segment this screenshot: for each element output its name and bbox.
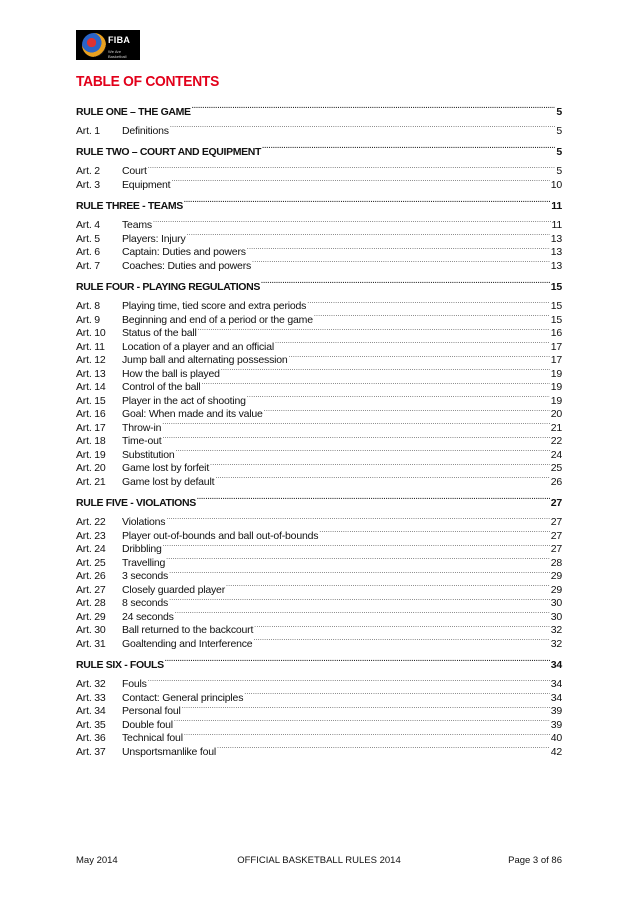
basketball-icon	[82, 33, 106, 57]
toc-entry-label: Violations	[122, 516, 166, 528]
toc-article-entry[interactable]	[76, 309, 562, 326]
logo-text: FIBA	[108, 35, 131, 45]
toc-page-number: 26	[550, 475, 562, 488]
toc-article-entry[interactable]	[76, 593, 562, 607]
toc-entry-label: Game lost by forfeit	[122, 462, 210, 474]
toc-page-number: 5	[556, 105, 562, 118]
toc-page-number: 5	[556, 165, 562, 177]
toc-article-number: Art. 3	[76, 178, 100, 191]
toc-article-number: Art. 27	[76, 583, 106, 596]
toc-article-entry[interactable]	[76, 566, 562, 580]
dot-leader	[262, 142, 555, 156]
toc-page-number: 11	[551, 219, 562, 231]
toc-page-number: 24	[550, 448, 562, 461]
toc-article-number: Art. 24	[76, 543, 106, 555]
dot-leader	[221, 363, 550, 377]
toc-rule-entry[interactable]	[76, 142, 562, 156]
toc-entry-label: Technical foul	[122, 732, 183, 744]
toc-page-number: 42	[550, 745, 562, 758]
dot-leader	[202, 377, 550, 391]
toc-article-entry[interactable]	[76, 417, 562, 434]
toc-page-number: 21	[550, 421, 562, 434]
dot-leader	[197, 493, 550, 507]
toc-article-entry[interactable]	[76, 174, 562, 191]
toc-article-number: Art. 12	[76, 354, 106, 366]
toc-article-number: Art. 28	[76, 597, 106, 609]
dot-leader	[163, 539, 550, 553]
toc-article-number: Art. 26	[76, 570, 106, 582]
toc-article-number: Art. 16	[76, 408, 106, 420]
toc-article-entry[interactable]	[76, 336, 562, 353]
dot-leader	[165, 655, 550, 669]
dot-leader	[210, 458, 550, 472]
dot-leader	[226, 579, 550, 593]
toc-page-number: 29	[550, 570, 562, 582]
toc-entry-label: Players: Injury	[122, 232, 186, 245]
toc-rule-entry[interactable]	[76, 277, 562, 291]
dot-leader	[198, 323, 550, 337]
toc-entry-label: Throw-in	[122, 421, 162, 434]
toc-entry-label: RULE FIVE - VIOLATIONS	[76, 497, 196, 509]
toc-article-entry[interactable]	[76, 215, 562, 229]
toc-entry-label: Equipment	[122, 178, 171, 191]
dot-leader	[289, 350, 550, 364]
dot-leader	[175, 606, 550, 620]
dot-leader	[254, 620, 550, 634]
fiba-logo	[76, 30, 140, 60]
toc-page-number: 19	[550, 394, 562, 407]
footer-doc-title: OFFICIAL BASKETBALL RULES 2014	[237, 855, 401, 866]
dot-leader	[174, 714, 550, 728]
toc-entry-label: RULE TWO – COURT AND EQUIPMENT	[76, 146, 262, 158]
toc-article-number: Art. 6	[76, 246, 100, 258]
dot-leader	[314, 309, 550, 323]
toc-article-entry[interactable]	[76, 458, 562, 472]
toc-article-entry[interactable]	[76, 363, 562, 380]
toc-article-entry[interactable]	[76, 296, 562, 310]
toc-article-entry[interactable]	[76, 404, 562, 418]
toc-rule-entry[interactable]	[76, 655, 562, 669]
toc-entry-label: RULE ONE – THE GAME	[76, 105, 191, 118]
dot-leader	[252, 255, 550, 269]
toc-page-number: 39	[550, 718, 562, 731]
dot-leader	[215, 471, 549, 485]
toc-article-number: Art. 9	[76, 313, 100, 326]
toc-entry-label: 24 seconds	[122, 610, 174, 623]
dot-leader	[148, 674, 550, 688]
dot-leader	[247, 390, 550, 404]
toc-article-number: Art. 35	[76, 718, 106, 731]
footer-page-info: Page 3 of 86	[508, 855, 562, 866]
toc-entry-label: Goal: When made and its value	[122, 408, 263, 420]
toc-article-number: Art. 20	[76, 462, 106, 474]
toc-entry-label: Fouls	[122, 678, 147, 690]
toc-article-number: Art. 17	[76, 421, 106, 434]
toc-page-number: 5	[556, 124, 562, 137]
toc-article-number: Art. 7	[76, 259, 100, 272]
toc-article-number: Art. 2	[76, 165, 100, 177]
toc-page-number: 13	[550, 246, 562, 258]
toc-article-number: Art. 36	[76, 732, 106, 744]
toc-article-number: Art. 21	[76, 475, 106, 488]
toc-entry-label: Closely guarded player	[122, 583, 225, 596]
toc-page-number: 32	[550, 624, 562, 636]
toc-article-number: Art. 34	[76, 705, 106, 717]
toc-entry-label: Playing time, tied score and extra periods	[122, 300, 307, 312]
dot-leader	[162, 417, 549, 431]
toc-entry-label: Teams	[122, 219, 152, 231]
toc-entry-label: Beginning and end of a period or the game	[122, 313, 313, 326]
toc-article-number: Art. 29	[76, 610, 106, 623]
toc-page-number: 20	[550, 408, 562, 420]
toc-article-entry[interactable]	[76, 728, 562, 742]
logo-tagline: We Are Basketball	[108, 49, 127, 59]
toc-rule-entry[interactable]	[76, 196, 562, 210]
toc-article-entry[interactable]	[76, 161, 562, 175]
dot-leader	[182, 701, 550, 715]
dot-leader	[247, 242, 550, 256]
toc-article-number: Art. 8	[76, 300, 100, 312]
toc-page-number: 17	[550, 340, 562, 353]
toc-article-number: Art. 14	[76, 381, 106, 393]
toc-entry-label: How the ball is played	[122, 367, 220, 380]
dot-leader	[169, 566, 550, 580]
toc-article-entry[interactable]	[76, 741, 562, 758]
toc-entry-label: Coaches: Duties and powers	[122, 259, 252, 272]
toc-rule-entry[interactable]	[76, 101, 562, 118]
toc-page-number: 27	[550, 516, 562, 528]
toc-article-entry[interactable]	[76, 674, 562, 688]
dot-leader	[169, 593, 550, 607]
toc-entry-label: Travelling	[122, 556, 166, 569]
toc-article-entry[interactable]	[76, 431, 562, 445]
toc-article-number: Art. 1	[76, 124, 100, 137]
toc-entry-label: Jump ball and alternating possession	[122, 354, 288, 366]
toc-entry-label: 8 seconds	[122, 597, 169, 609]
dot-leader	[307, 296, 550, 310]
toc-page-number: 34	[550, 659, 562, 671]
toc-entry-label: RULE THREE - TEAMS	[76, 200, 183, 212]
toc-article-number: Art. 30	[76, 624, 106, 636]
toc-entry-label: Double foul	[122, 718, 173, 731]
toc-entry-label: 3 seconds	[122, 570, 169, 582]
dot-leader	[170, 120, 556, 134]
dot-leader	[166, 512, 549, 526]
toc-page-number: 30	[550, 597, 562, 609]
footer-date: May 2014	[76, 855, 118, 866]
toc-page-number: 40	[550, 732, 562, 744]
toc-article-number: Art. 22	[76, 516, 106, 528]
dot-leader	[166, 552, 550, 566]
toc-page-number: 10	[550, 178, 562, 191]
toc-page-number: 13	[550, 232, 562, 245]
toc-article-number: Art. 5	[76, 232, 100, 245]
toc-entry-label: Substitution	[122, 448, 175, 461]
toc-page-number: 5	[556, 146, 562, 158]
toc-page-number: 28	[550, 556, 562, 569]
dot-leader	[171, 174, 549, 188]
toc-page-number: 15	[550, 313, 562, 326]
dot-leader	[253, 633, 549, 647]
toc-article-number: Art. 32	[76, 678, 106, 690]
toc-article-number: Art. 10	[76, 327, 106, 339]
toc-entry-label: Player out-of-bounds and ball out-of-bounds	[122, 529, 319, 542]
toc-entry-label: Control of the ball	[122, 381, 201, 393]
toc-entry-label: Game lost by default	[122, 475, 215, 488]
toc-page-number: 19	[550, 367, 562, 380]
dot-leader	[264, 404, 550, 418]
toc-article-entry[interactable]	[76, 120, 562, 137]
dot-leader	[184, 728, 550, 742]
toc-article-entry[interactable]	[76, 228, 562, 245]
toc-article-entry[interactable]	[76, 525, 562, 542]
toc-article-entry[interactable]	[76, 701, 562, 715]
page-title: TABLE OF CONTENTS	[76, 73, 220, 90]
toc-article-number: Art. 23	[76, 529, 106, 542]
toc-page-number: 13	[550, 259, 562, 272]
toc-article-entry[interactable]	[76, 579, 562, 596]
toc-page-number: 25	[550, 462, 562, 474]
dot-leader	[162, 431, 549, 445]
toc-article-entry[interactable]	[76, 323, 562, 337]
toc-page-number: 17	[550, 354, 562, 366]
toc-article-entry[interactable]	[76, 714, 562, 731]
toc-page-number: 34	[550, 678, 562, 690]
dot-leader	[275, 336, 550, 350]
toc-article-entry[interactable]	[76, 350, 562, 364]
toc-entry-label: Captain: Duties and powers	[122, 246, 246, 258]
dot-leader	[217, 741, 550, 755]
toc-entry-label: Unsportsmanlike foul	[122, 745, 217, 758]
toc-article-entry[interactable]	[76, 606, 562, 623]
toc-rule-entry[interactable]	[76, 493, 562, 507]
toc-entry-label: Ball returned to the backcourt	[122, 624, 254, 636]
toc-article-entry[interactable]	[76, 539, 562, 553]
toc-page-number: 27	[550, 529, 562, 542]
toc-article-number: Art. 25	[76, 556, 106, 569]
toc-article-entry[interactable]	[76, 242, 562, 256]
toc-page-number: 16	[550, 327, 562, 339]
dot-leader	[192, 101, 556, 115]
toc-page-number: 27	[550, 543, 562, 555]
toc-entry-label: RULE SIX - FOULS	[76, 659, 164, 671]
toc-page-number: 15	[550, 281, 562, 293]
toc-page-number: 39	[550, 705, 562, 717]
toc-entry-label: Contact: General principles	[122, 691, 244, 704]
toc-page-number: 32	[550, 637, 562, 650]
toc-entry-label: Location of a player and an official	[122, 340, 274, 353]
toc-page-number: 30	[550, 610, 562, 623]
dot-leader	[175, 444, 549, 458]
toc-article-number: Art. 33	[76, 691, 106, 704]
toc-article-number: Art. 13	[76, 367, 106, 380]
dot-leader	[244, 687, 549, 701]
toc-entry-label: Status of the ball	[122, 327, 197, 339]
dot-leader	[148, 161, 556, 175]
dot-leader	[184, 196, 550, 210]
toc-article-entry[interactable]	[76, 390, 562, 407]
toc-entry-label: Definitions	[122, 124, 169, 137]
toc-entry-label: Goaltending and Interference	[122, 637, 253, 650]
toc-article-number: Art. 18	[76, 435, 106, 447]
toc-entry-label: Personal foul	[122, 705, 181, 717]
toc-article-number: Art. 19	[76, 448, 106, 461]
toc-article-entry[interactable]	[76, 633, 562, 650]
toc-article-entry[interactable]	[76, 552, 562, 569]
toc-article-number: Art. 15	[76, 394, 106, 407]
toc-article-entry[interactable]	[76, 620, 562, 634]
dot-leader	[187, 228, 550, 242]
toc-page-number: 11	[551, 200, 562, 212]
toc-article-number: Art. 4	[76, 219, 100, 231]
dot-leader	[153, 215, 551, 229]
toc-article-entry[interactable]	[76, 512, 562, 526]
toc-article-number: Art. 11	[76, 340, 105, 353]
dot-leader	[261, 277, 550, 291]
toc-article-entry[interactable]	[76, 255, 562, 272]
toc-article-number: Art. 37	[76, 745, 106, 758]
toc-article-number: Art. 31	[76, 637, 106, 650]
table-of-contents	[76, 101, 562, 758]
toc-page-number: 29	[550, 583, 562, 596]
toc-page-number: 34	[550, 691, 562, 704]
toc-page-number: 22	[550, 435, 562, 447]
toc-entry-label: Court	[122, 165, 147, 177]
toc-page-number: 15	[550, 300, 562, 312]
toc-article-entry[interactable]	[76, 687, 562, 704]
toc-entry-label: Player in the act of shooting	[122, 394, 246, 407]
toc-page-number: 19	[550, 381, 562, 393]
toc-page-number: 27	[550, 497, 562, 509]
toc-entry-label: RULE FOUR - PLAYING REGULATIONS	[76, 281, 260, 293]
dot-leader	[319, 525, 549, 539]
toc-article-entry[interactable]	[76, 377, 562, 391]
toc-entry-label: Dribbling	[122, 543, 162, 555]
toc-article-entry[interactable]	[76, 471, 562, 488]
toc-entry-label: Time-out	[122, 435, 162, 447]
toc-article-entry[interactable]	[76, 444, 562, 461]
